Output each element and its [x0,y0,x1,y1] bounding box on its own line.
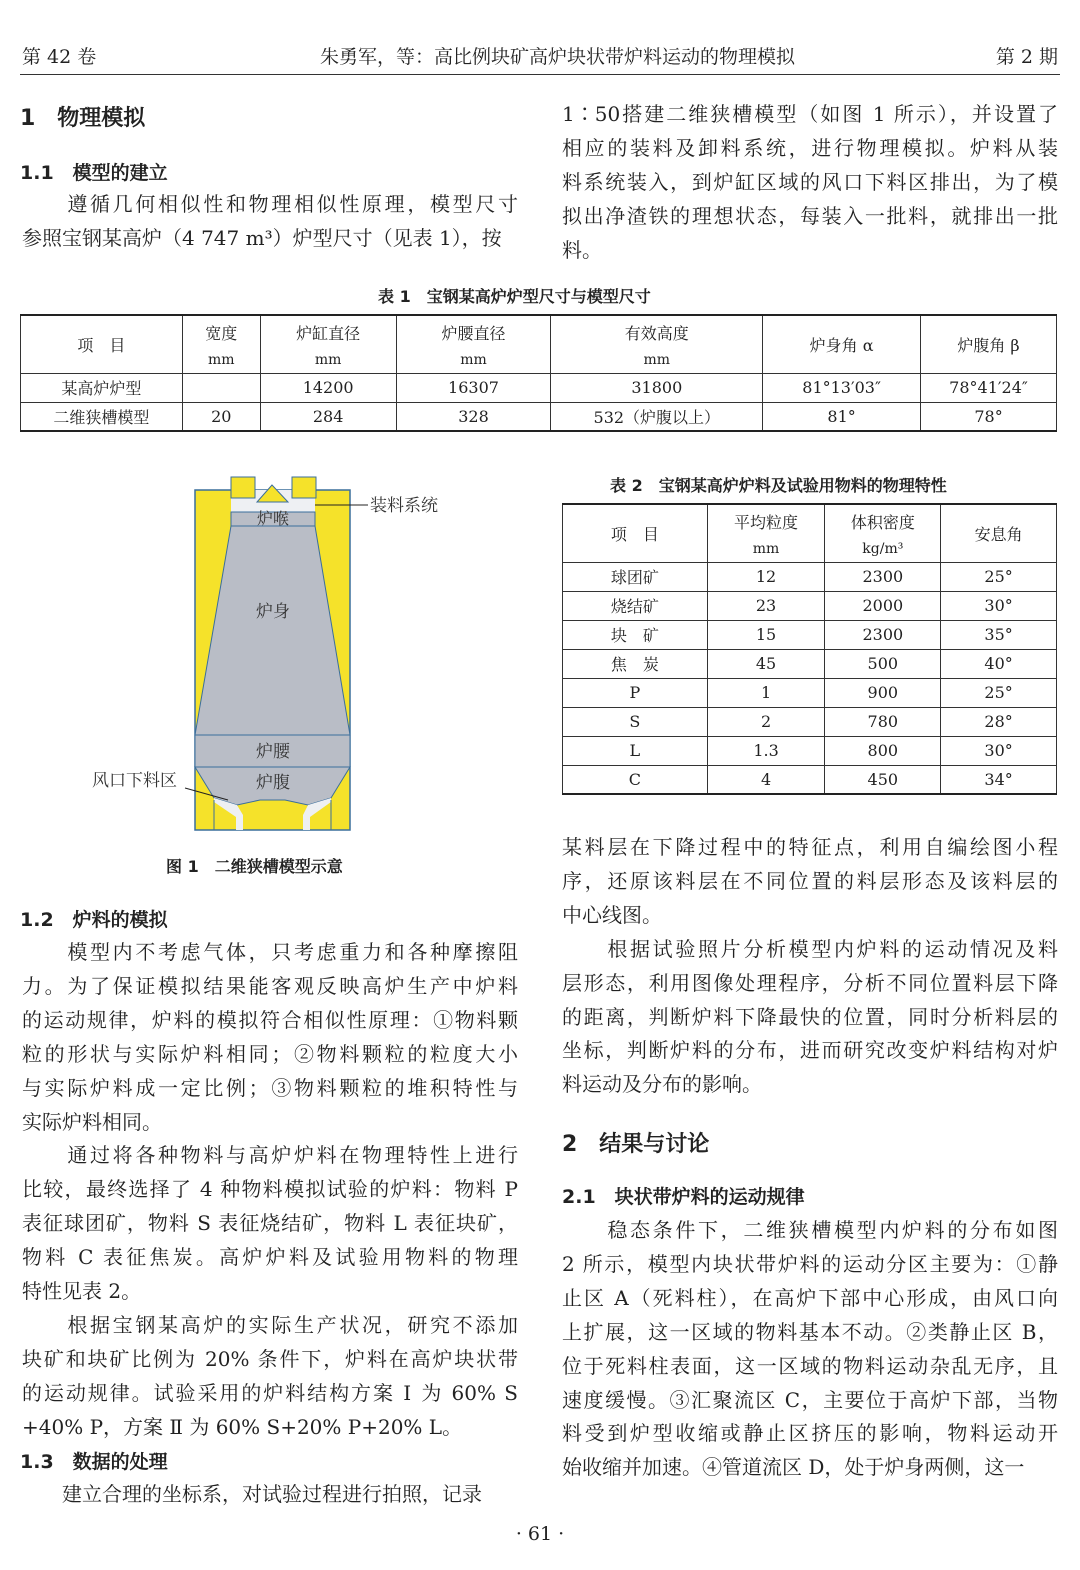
table-cell: 14200 [260,373,396,402]
table-cell: 34° [941,765,1057,794]
column-unit: mm [752,540,780,557]
text-line: 料系统装入，到炉缸区域的风口下料区排出，为了模 [562,169,1058,194]
column-header: 有效高度 [624,323,689,343]
table-row [563,678,1057,707]
text-line: 通过将各种物料与高炉炉料在物理特性上进行 [22,1143,518,1168]
text-line: +40% P，方案 Ⅱ 为 60% S+20% P+20% L。 [22,1414,463,1439]
table-row [21,402,1057,431]
section-1-title: 1 物理模拟 [20,106,146,131]
table-cell: 81° [763,402,921,431]
table-row [563,707,1057,736]
table-1-caption: 表 1 宝钢某高炉炉型尺寸与模型尺寸 [378,287,651,306]
text-line: 模型内不考虑气体，只考虑重力和各种摩擦阻 [22,940,518,964]
table-cell: S [563,707,708,736]
table-2 [562,503,1057,795]
text-line: 力。为了保证模拟结果能客观反映高炉生产中炉料 [22,973,518,998]
text-line: 坐标，判断炉料的分布，进而研究改变炉料结构对炉 [562,1038,1058,1063]
label-bosh: 炉腹 [256,773,290,793]
text-line: 物料 C 表征焦炭。高炉炉料及试验用物料的物理 [22,1245,518,1270]
table-cell: 35° [941,620,1057,649]
text-line: 止区 A（死料柱），在高炉下部中心形成，由风口向 [562,1285,1058,1310]
section-1-1-title: 1.1 模型的建立 [20,162,168,184]
column-header: 炉腰直径 [441,323,506,343]
column-header: 项 目 [77,335,126,355]
section-1-2-title: 1.2 炉料的模拟 [20,909,168,931]
table-cell: 球团矿 [563,562,708,591]
column-unit: mm [314,351,342,368]
table-cell: C [563,765,708,794]
column-unit: mm [643,351,671,368]
table-cell: 28° [941,707,1057,736]
text-line: 料。 [562,237,602,262]
label-shaft: 炉身 [256,602,290,622]
text-line: 上扩展，这一区域的物料基本不动。②类静止区 B， [562,1319,1058,1344]
table-row [563,620,1057,649]
text-line: 根据试验照片分析模型内炉料的运动情况及料 [562,936,1058,961]
table-cell: 500 [825,649,941,678]
column-unit: mm [460,351,487,368]
text-line: 的运动规律，炉料的模拟符合相似性原理：①物料颗 [22,1007,518,1032]
table-cell: 烧结矿 [563,591,708,620]
table-row [563,736,1057,765]
text-line: 始收缩并加速。④管道流区 D，处于炉身两侧，这一 [562,1455,1025,1480]
table-cell: L [563,736,708,765]
table-cell: 30° [941,591,1057,620]
table-cell: 2000 [825,591,941,620]
table-row [21,373,1057,402]
running-title: 朱勇军，等：高比例块矿高炉块状带炉料运动的物理模拟 [320,46,796,68]
table-cell: 2300 [825,620,941,649]
table-cell: 4 [707,765,825,794]
column-header: 安息角 [974,524,1023,544]
text-line: 位于死料柱表面，这一区域的物料运动杂乱无序，且 [562,1353,1058,1378]
table-cell: 780 [825,707,941,736]
text-line: 速度缓慢。③汇聚流区 C，主要位于高炉下部，当物 [562,1387,1058,1412]
column-header: 炉身角 α [809,335,874,355]
header-row [21,315,1057,373]
column-header: 宽度 [205,323,238,343]
column-header: 炉缸直径 [296,323,361,343]
table-cell: 81°13′03″ [763,373,921,402]
text-line: 实际炉料相同。 [22,1109,162,1134]
table-cell: 2300 [825,562,941,591]
column-header: 炉腹角 β [957,335,1020,355]
text-line: 建立合理的坐标系，对试验过程进行拍照，记录 [22,1482,482,1506]
table-cell: 78° [921,402,1057,431]
charging-box-left [231,477,255,498]
table-cell: 1.3 [707,736,825,765]
section-1-3-title: 1.3 数据的处理 [20,1451,168,1473]
label-charging-system: 装料系统 [370,496,438,516]
table-cell: 532（炉腹以上） [551,402,763,431]
label-tuyere-zone: 风口下料区 [92,771,177,791]
table-cell: 800 [825,736,941,765]
table-cell: 23 [707,591,825,620]
table-cell: 45 [707,649,825,678]
table-cell: 12 [707,562,825,591]
figure-1-diagram [80,470,460,840]
text-line: 特性见表 2。 [22,1279,142,1303]
section-2-title: 2 结果与讨论 [562,1132,710,1157]
column-unit: mm [207,351,235,368]
table-cell: 二维狭槽模型 [21,402,183,431]
table-row [563,649,1057,678]
text-line: 的距离，判断炉料下降最快的位置，同时分析料层的 [562,1004,1058,1029]
table-cell: 焦 炭 [563,649,708,678]
text-line: 料运动及分布的影响。 [562,1072,762,1097]
column-header: 项 目 [610,524,659,544]
text-line: 遵循几何相似性和物理相似性原理，模型尺寸 [22,192,518,216]
text-line: 某料层在下降过程中的特征点，利用自编绘图小程 [562,835,1058,859]
text-line: 1∶50搭建二维狭槽模型（如图 1 所示），并设置了 [562,102,1058,126]
text-line: 的运动规律。试验采用的炉料结构方案 Ⅰ 为 60% S [22,1380,518,1405]
text-line: 中心线图。 [562,902,662,927]
text-line: 2 所示，模型内块状带炉料的运动分区主要为：①静 [562,1251,1058,1276]
issue-label: 第 2 期 [995,46,1058,68]
text-line: 拟出净渣铁的理想状态，每装入一批料，就排出一批 [562,203,1058,228]
column-unit: kg/m³ [862,540,904,557]
table-cell: 25° [941,678,1057,707]
table-cell: 30° [941,736,1057,765]
label-belly: 炉腰 [256,742,290,762]
header-row [563,504,1057,562]
text-line: 序，还原该料层在不同位置的料层形态及该料层的 [562,868,1058,893]
figure-1-caption: 图 1 二维狭槽模型示意 [166,857,343,876]
charging-box-right [292,477,316,498]
column-header: 平均粒度 [734,512,799,532]
table-cell: 某高炉炉型 [21,373,183,402]
text-line: 表征球团矿，物料 S 表征烧结矿，物料 L 表征块矿， [22,1211,518,1236]
table-cell: 2 [707,707,825,736]
volume-label: 第 42 卷 [22,46,97,68]
table-2-caption: 表 2 宝钢某高炉炉料及试验用物料的物理特性 [610,476,947,495]
table-cell: 78°41′24″ [921,373,1057,402]
table-cell: 16307 [396,373,551,402]
section-2-1-title: 2.1 块状带炉料的运动规律 [562,1186,805,1208]
table-cell: 40° [941,649,1057,678]
table-cell: 450 [825,765,941,794]
text-line: 比较，最终选择了 4 种物料模拟试验的炉料：物料 P [22,1177,518,1202]
text-line: 粒的形状与实际炉料相同；②物料颗粒的粒度大小 [22,1041,518,1066]
header-rule [20,74,1060,75]
table-cell: 15 [707,620,825,649]
table-cell: 900 [825,678,941,707]
table-row [563,591,1057,620]
text-line: 参照宝钢某高炉（4 747 m³）炉型尺寸（见表 1），按 [22,225,502,250]
table-1 [20,314,1057,432]
text-line: 相应的装料及卸料系统，进行物理模拟。炉料从装 [562,135,1058,160]
table-cell: P [563,678,708,707]
text-line: 块矿和块矿比例为 20% 条件下，炉料在高炉块状带 [22,1346,518,1371]
text-line: 料受到炉型收缩或静止区挤压的影响，物料运动开 [562,1421,1058,1446]
table-row [563,562,1057,591]
table-row [563,765,1057,794]
text-line: 与实际炉料成一定比例；③物料颗粒的堆积特性与 [22,1075,518,1100]
table-cell: 块 矿 [563,620,708,649]
text-line: 稳态条件下，二维狭槽模型内炉料的分布如图 [562,1218,1058,1242]
table-cell [182,373,260,402]
column-header: 体积密度 [850,512,915,532]
table-cell: 31800 [551,373,763,402]
text-line: 层形态，利用图像处理程序，分析不同位置料层下降 [562,970,1058,995]
label-throat: 炉喉 [256,509,290,528]
table-cell: 284 [260,402,396,431]
table-cell: 1 [707,678,825,707]
table-cell: 20 [182,402,260,431]
table-cell: 25° [941,562,1057,591]
page-number: · 61 · [515,1523,565,1545]
text-line: 根据宝钢某高炉的实际生产状况，研究不添加 [22,1312,518,1337]
table-cell: 328 [396,402,551,431]
